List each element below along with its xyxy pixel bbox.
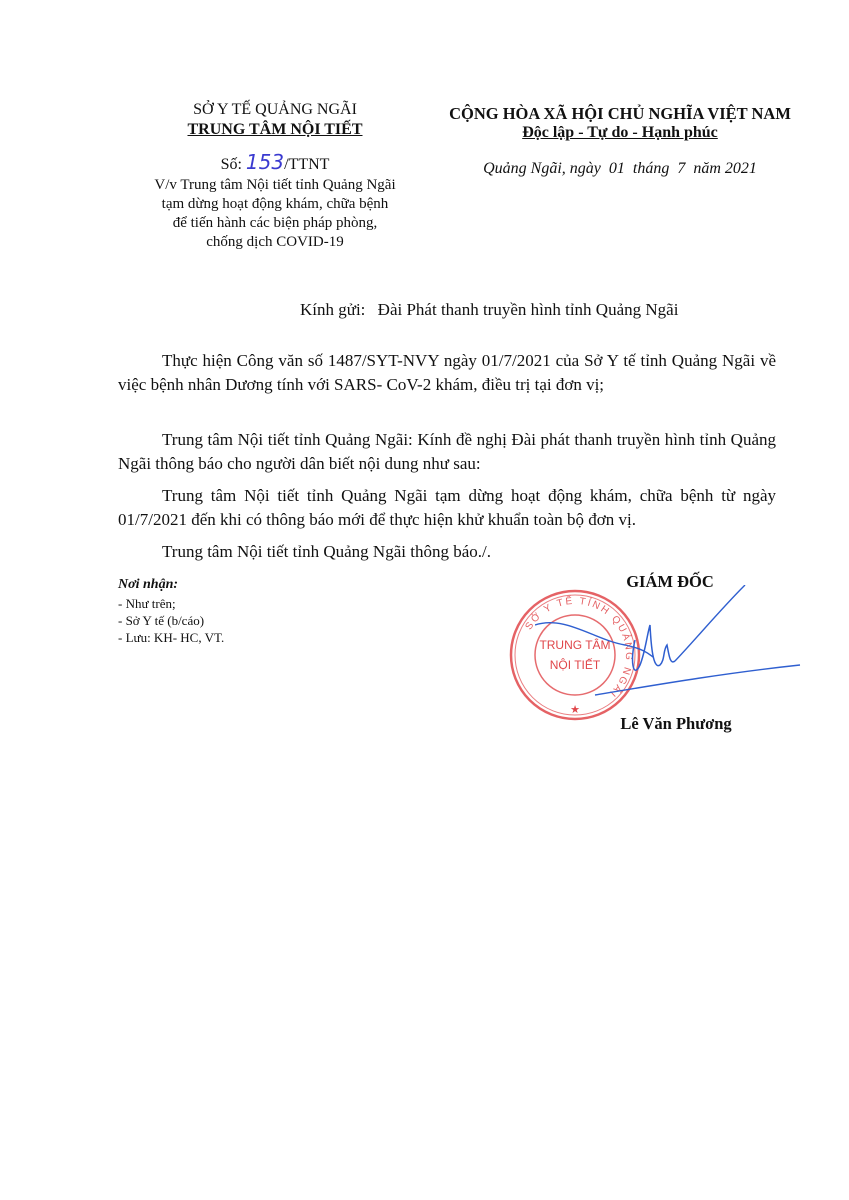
addressee-label: Kính gửi: — [300, 300, 366, 319]
subject-block — [150, 176, 400, 252]
seal-text-line: TRUNG TÂM — [539, 638, 611, 652]
recipients-title: Nơi nhận: — [118, 577, 179, 592]
body-paragraph: Thực hiện Công văn số 1487/SYT-NVY ngày 01/7/2021 của Sở Y tế tỉnh Quảng Ngãi về việc bệnh nhân Dương tính với SARS- CoV-2 khám, điều trị tại đơn vị; — [118, 351, 776, 394]
recipient-item: - Sở Y tế (b/cáo) — [118, 613, 205, 628]
body-paragraph: Trung tâm Nội tiết tỉnh Quảng Ngãi tạm dừng hoạt động khám, chữa bệnh từ ngày 01/7/2021 đến khi có thông báo mới để thực hiện khử khuẩn toàn bộ đơn vị. — [118, 486, 776, 529]
handwritten-signature — [535, 585, 815, 715]
country-name: CỘNG HÒA XÃ HỘI CHỦ NGHĨA VIỆT NAM — [449, 104, 791, 123]
number-suffix: /TTNT — [284, 156, 330, 173]
agency-name: SỞ Y TẾ QUẢNG NGÃI — [193, 101, 357, 118]
recipient-item: - Như trên; — [118, 596, 176, 611]
signature-strokes — [535, 585, 815, 715]
number-label: Số: — [220, 156, 242, 173]
place-date: Quảng Ngãi, ngày 01 tháng 7 năm 2021 — [483, 160, 757, 177]
recipients — [118, 576, 358, 646]
national-motto: Độc lập - Tự do - Hạnh phúc — [522, 124, 718, 141]
signer-position: GIÁM ĐỐC — [626, 572, 714, 591]
subject-line: V/v Trung tâm Nội tiết tỉnh Quảng Ngãi — [154, 177, 396, 193]
unit-name: TRUNG TÂM NỘI TIẾT — [187, 121, 363, 138]
addressee-name: Đài Phát thanh truyền hình tỉnh Quảng Ngãi — [377, 300, 679, 319]
subject-line: để tiến hành các biện pháp phòng, — [172, 215, 378, 231]
document-number — [150, 150, 400, 174]
addressee — [300, 300, 678, 320]
recipient-item: - Lưu: KH- HC, VT. — [118, 630, 225, 645]
signer-name: Lê Văn Phương — [620, 714, 732, 733]
seal-text-line: NỘI TIẾT — [549, 658, 601, 672]
body-paragraph: Trung tâm Nội tiết tỉnh Quảng Ngãi thông báo./. — [162, 542, 491, 561]
handwritten-number: 153 — [245, 150, 285, 174]
seal-star-icon: ★ — [570, 704, 580, 716]
body-paragraph: Trung tâm Nội tiết tỉnh Quảng Ngãi: Kính đề nghị Đài phát thanh truyền hình tỉnh Quảng Ngãi thông báo cho người dân biết nội dung như sau: — [118, 430, 776, 473]
seal-ring-text: SỞ Y TẾ TỈNH QUẢNG NGÃI — [523, 595, 635, 700]
subject-line: chống dịch COVID-19 — [206, 234, 344, 250]
subject-line: tạm dừng hoạt động khám, chữa bệnh — [161, 196, 389, 212]
